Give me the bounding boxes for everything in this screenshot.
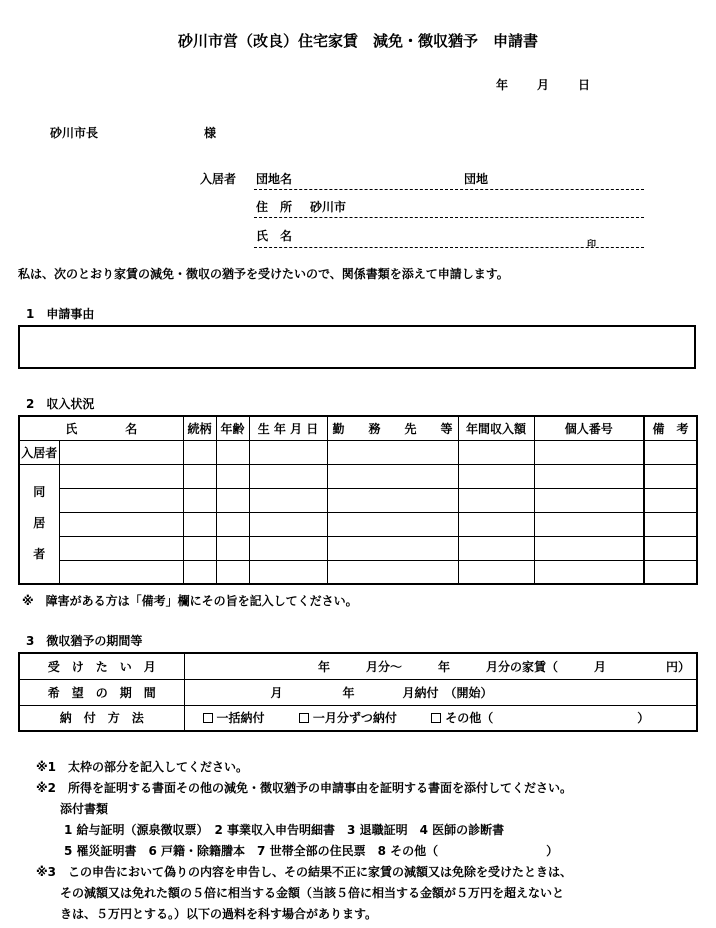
table-cell[interactable] xyxy=(644,512,697,536)
date-month-label: 月 xyxy=(537,78,550,92)
table-cell[interactable] xyxy=(644,488,697,512)
checkbox-monthly[interactable] xyxy=(299,713,309,723)
col-annual-income: 年間収入額 xyxy=(458,416,534,440)
note-3-line-1: ※3 この申告において偽りの内容を申告し、その結果不正に家賃の減額又は免除を受けたときは、 xyxy=(36,865,573,879)
table-row xyxy=(19,512,697,536)
cohabitant-row-head xyxy=(19,464,59,584)
table-cell[interactable] xyxy=(216,536,249,560)
table-cell[interactable] xyxy=(216,560,249,584)
note-1: ※1 太枠の部分を記入してください。 xyxy=(36,760,249,774)
col-personal-number: 個人番号 xyxy=(534,416,644,440)
col-birthdate: 生 年 月 日 xyxy=(249,416,327,440)
table-cell[interactable] xyxy=(534,536,644,560)
table-cell[interactable] xyxy=(249,560,327,584)
table-row xyxy=(19,488,697,512)
desired-period-label: 希 望 の 期 間 xyxy=(19,679,184,705)
cohabitant-char: 同 xyxy=(33,485,46,500)
table-cell[interactable] xyxy=(183,488,216,512)
table-cell[interactable] xyxy=(534,464,644,488)
table-cell[interactable] xyxy=(249,536,327,560)
checkbox-other[interactable] xyxy=(431,713,441,723)
table-row xyxy=(19,464,697,488)
table-row xyxy=(19,536,697,560)
table-cell[interactable] xyxy=(59,512,183,536)
table-cell[interactable] xyxy=(534,488,644,512)
table-cell[interactable] xyxy=(327,464,458,488)
seal-mark: 印 xyxy=(587,240,597,250)
name-label: 氏 名 xyxy=(256,229,293,243)
attachments-heading: 添付書類 xyxy=(60,802,109,816)
table-cell[interactable] xyxy=(183,536,216,560)
address-label: 住 所 xyxy=(256,200,293,214)
danchi-suffix: 団地 xyxy=(464,172,489,186)
resident-row-head: 入居者 xyxy=(19,440,59,464)
table-cell[interactable] xyxy=(458,560,534,584)
attachments-line-2: 5 罹災証明書 6 戸籍・除籍謄本 7 世帯全部の住民票 8 その他（ ） xyxy=(64,844,559,858)
statement: 私は、次のとおり家賃の減免・徴収の猶予を受けたいので、関係書類を添えて申請します。 xyxy=(18,267,509,281)
payment-method-options xyxy=(184,705,697,731)
table-cell[interactable] xyxy=(327,512,458,536)
desired-month-value[interactable]: 年 月分～ 年 月分の家賃（ 月 円） xyxy=(184,653,697,679)
desired-period-value[interactable]: 月 年 月納付 （開始） xyxy=(184,679,697,705)
cohabitant-char: 居 xyxy=(33,516,46,531)
attachments-line-1: 1 給与証明（源泉徴収票） 2 事業収入申告明細書 3 退職証明 4 医師の診断書 xyxy=(64,823,505,837)
table-cell[interactable] xyxy=(458,512,534,536)
table-header-row xyxy=(19,416,697,440)
table-row xyxy=(19,679,697,705)
table-cell[interactable] xyxy=(59,488,183,512)
table-cell[interactable] xyxy=(183,560,216,584)
table-cell[interactable] xyxy=(249,488,327,512)
desired-month-label: 受 け た い 月 xyxy=(19,653,184,679)
section2-heading: 2 収入状況 xyxy=(26,397,95,411)
table-cell[interactable] xyxy=(183,512,216,536)
name-line[interactable] xyxy=(254,247,644,248)
table-cell[interactable] xyxy=(458,464,534,488)
table-cell[interactable] xyxy=(249,464,327,488)
table-cell[interactable] xyxy=(59,536,183,560)
col-workplace: 勤 務 先 等 xyxy=(327,416,458,440)
table-cell[interactable] xyxy=(216,464,249,488)
table-cell[interactable] xyxy=(327,560,458,584)
note-3-line-2: その減額又は免れた額の５倍に相当する金額（当該５倍に相当する金額が５万円を超えないと xyxy=(60,886,565,900)
col-name: 氏 名 xyxy=(19,416,183,440)
income-table xyxy=(18,415,698,585)
table-cell[interactable] xyxy=(458,488,534,512)
table-cell[interactable] xyxy=(249,512,327,536)
table-cell[interactable] xyxy=(216,488,249,512)
table-cell[interactable] xyxy=(534,512,644,536)
table-row xyxy=(19,653,697,679)
section3-heading: 3 徴収猶予の期間等 xyxy=(26,634,143,648)
table-cell[interactable] xyxy=(183,464,216,488)
table-cell[interactable] xyxy=(59,560,183,584)
note-3-line-3: きは、５万円とする。）以下の過料を科す場合があります。 xyxy=(60,907,378,921)
table-cell[interactable] xyxy=(59,440,183,464)
date-day-label: 日 xyxy=(578,78,591,92)
checkbox-lump-sum[interactable] xyxy=(203,713,213,723)
cohabitant-char: 者 xyxy=(33,547,46,562)
table-row xyxy=(19,560,697,584)
addressee: 砂川市長 xyxy=(50,126,99,140)
note-2: ※2 所得を証明する書面その他の減免・徴収猶予の申請事由を証明する書面を添付してください。 xyxy=(36,781,573,795)
col-remarks: 備 考 xyxy=(644,416,697,440)
page-title: 砂川市営（改良）住宅家賃 減免・徴収猶予 申請書 xyxy=(177,32,538,50)
option-monthly: 一月分ずつ納付 xyxy=(312,711,397,726)
address-value: 砂川市 xyxy=(310,200,347,214)
table-cell[interactable] xyxy=(249,440,327,464)
table-cell[interactable] xyxy=(644,560,697,584)
danchi-label: 団地名 xyxy=(256,172,293,186)
payment-method-label: 納 付 方 法 xyxy=(19,705,184,731)
table-cell[interactable] xyxy=(183,440,216,464)
col-age: 年齢 xyxy=(216,416,249,440)
table-cell[interactable] xyxy=(59,464,183,488)
table-cell[interactable] xyxy=(644,464,697,488)
table-cell[interactable] xyxy=(327,440,458,464)
period-table xyxy=(18,652,698,732)
honorific: 様 xyxy=(204,126,217,140)
table-cell[interactable] xyxy=(458,536,534,560)
table-note: ※ 障害がある方は「備考」欄にその旨を記入してください。 xyxy=(22,594,358,608)
table-cell[interactable] xyxy=(216,440,249,464)
table-row xyxy=(19,440,697,464)
table-cell[interactable] xyxy=(458,440,534,464)
address-line[interactable] xyxy=(254,217,644,218)
table-cell[interactable] xyxy=(534,440,644,464)
col-relation: 続柄 xyxy=(183,416,216,440)
table-cell[interactable] xyxy=(534,560,644,584)
section1-heading: 1 申請事由 xyxy=(26,307,95,321)
table-cell[interactable] xyxy=(327,536,458,560)
table-cell[interactable] xyxy=(644,536,697,560)
table-cell[interactable] xyxy=(644,440,697,464)
danchi-name-line[interactable] xyxy=(254,189,644,190)
resident-label: 入居者 xyxy=(200,172,237,186)
option-other: その他（ ） xyxy=(445,711,650,726)
reason-input-box[interactable] xyxy=(18,325,696,369)
table-cell[interactable] xyxy=(327,488,458,512)
table-cell[interactable] xyxy=(216,512,249,536)
date-year-label: 年 xyxy=(496,78,509,92)
table-row xyxy=(19,705,697,731)
option-lump-sum: 一括納付 xyxy=(216,711,265,726)
